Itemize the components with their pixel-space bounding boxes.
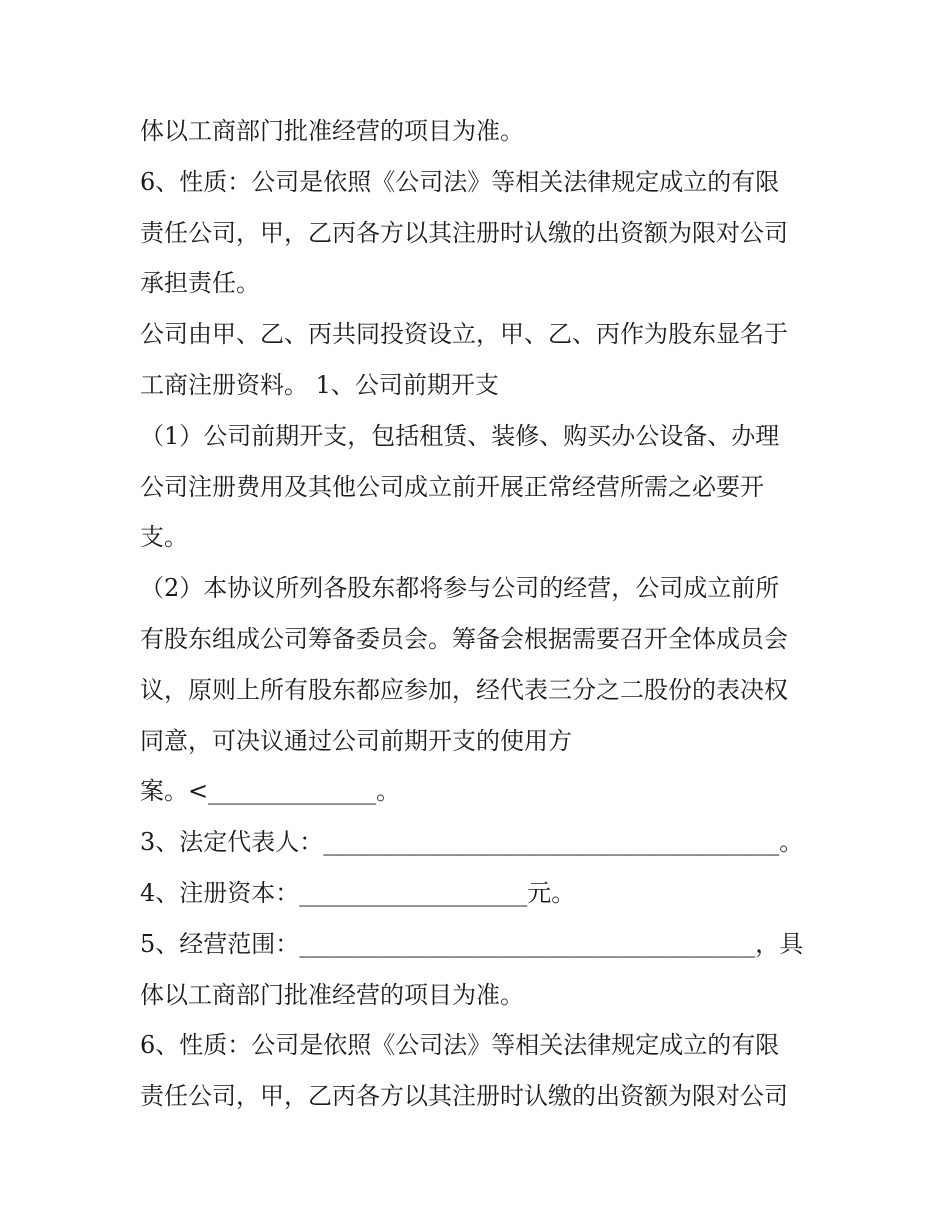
text-line: 工商注册资料。 1、公司前期开支: [140, 370, 499, 399]
text-line: （2）本协议所列各股东都将参与公司的经营，公司成立前所: [140, 574, 780, 603]
text-line: （1）公司前期开支，包括租赁、装修、购买办公设备、办理: [140, 421, 780, 450]
text-line: 案。<______________。: [140, 777, 401, 806]
text-line: 支。: [140, 523, 188, 552]
text-line: 6、性质：公司是依照《公司法》等相关法律规定成立的有限: [140, 167, 780, 196]
document-body: [140, 106, 820, 1122]
text-line: 6、性质：公司是依照《公司法》等相关法律规定成立的有限: [140, 1031, 780, 1060]
text-line: 体以工商部门批准经营的项目为准。: [140, 980, 524, 1009]
text-line: 体以工商部门批准经营的项目为准。: [140, 117, 524, 145]
text-line: 承担责任。: [140, 269, 260, 298]
text-line: 责任公司，甲，乙丙各方以其注册时认缴的出资额为限对公司: [140, 1082, 788, 1111]
text-line: 公司由甲、乙、丙共同投资设立，甲、乙、丙作为股东显名于: [140, 320, 788, 349]
text-line: 有股东组成公司筹备委员会。筹备会根据需要召开全体成员会: [140, 624, 788, 653]
text-line: 5、经营范围：______________________________________，具: [140, 929, 804, 958]
text-line: 3、法定代表人：______________________________________。: [140, 828, 804, 857]
text-line: 责任公司，甲，乙丙各方以其注册时认缴的出资额为限对公司: [140, 218, 788, 247]
text-line: 同意，可决议通过公司前期开支的使用方: [140, 726, 572, 755]
text-line: 议，原则上所有股东都应参加，经代表三分之二股份的表决权: [140, 675, 788, 704]
text-line: 4、注册资本：___________________元。: [140, 878, 576, 907]
text-line: 公司注册费用及其他公司成立前开展正常经营所需之必要开: [140, 472, 764, 501]
